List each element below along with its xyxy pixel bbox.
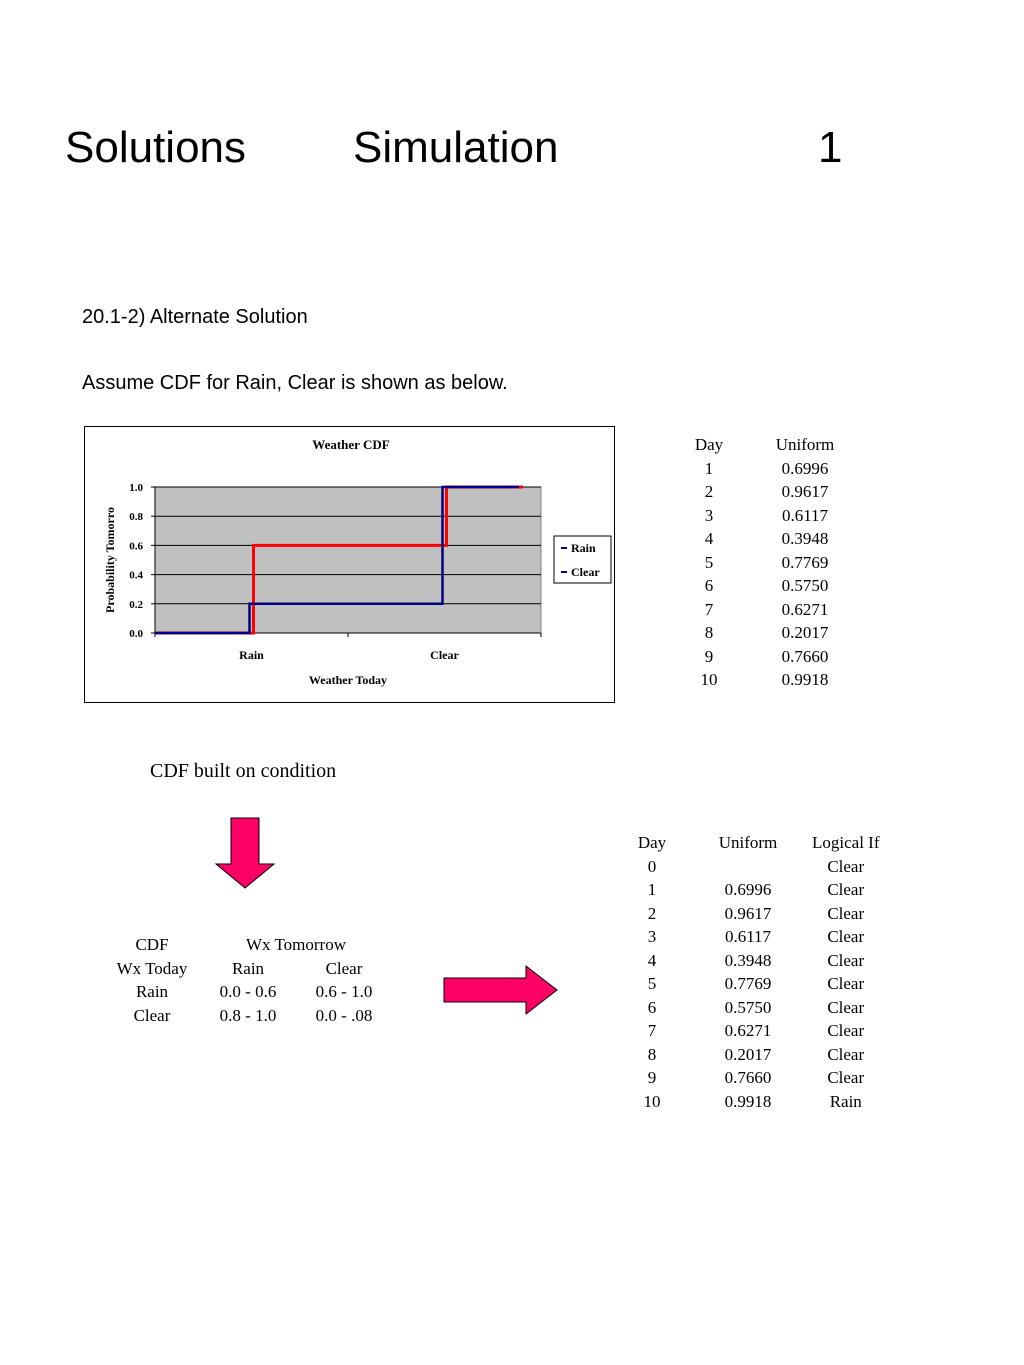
table-cell: 0.6996 — [724, 880, 772, 899]
table-cell: 6 — [647, 997, 657, 1017]
table-row — [104, 1004, 392, 1028]
weather-cdf-chart — [84, 426, 615, 703]
table-cell: 0.3948 — [781, 529, 829, 548]
table-cell: 7 — [704, 599, 714, 619]
legend-label: Rain — [571, 541, 596, 555]
table-cell: 0.7769 — [724, 974, 772, 993]
cdf-col-header: Rain — [231, 958, 265, 978]
table-cell: 8 — [647, 1044, 657, 1064]
table-row — [682, 504, 874, 528]
table-cell — [684, 855, 812, 879]
y-tick-label: 0.6 — [129, 540, 143, 553]
table-cell: 0.9617 — [781, 482, 829, 501]
legend-label: Clear — [571, 565, 600, 579]
table-cell: Clear — [827, 856, 865, 876]
table-cell: 0.3948 — [724, 950, 772, 970]
column-header: Logical If — [812, 833, 880, 852]
header-simulation: Simulation — [353, 123, 559, 172]
table-row — [620, 902, 880, 926]
table-cell: Clear — [827, 880, 865, 899]
table-row — [682, 480, 874, 504]
table-row — [682, 527, 874, 551]
table-cell: 0.6271 — [781, 599, 829, 619]
table-row — [620, 1019, 880, 1043]
column-header: Uniform — [718, 833, 778, 852]
y-axis-label: Probability Tomorro — [103, 507, 117, 613]
problem-label: 20.1-2) Alternate Solution — [82, 306, 308, 328]
table-row — [620, 949, 880, 973]
table-header-row — [620, 831, 880, 855]
table-cell: 7 — [647, 1021, 657, 1040]
chart-svg — [85, 427, 614, 702]
table-cell: 2 — [647, 903, 657, 923]
table-cell: 0.7660 — [724, 1068, 772, 1087]
table-cell: 0.6 - 1.0 — [315, 982, 373, 1001]
table-cell: 0.5750 — [781, 576, 829, 595]
x-axis-label: Weather Today — [308, 673, 388, 687]
column-header: Uniform — [775, 435, 835, 454]
table-row — [620, 972, 880, 996]
table-row — [682, 551, 874, 575]
table-row — [620, 1066, 880, 1090]
table-row — [682, 668, 874, 692]
table-cell: 0.9918 — [724, 1091, 772, 1111]
table-row — [620, 1043, 880, 1067]
table-row — [620, 996, 880, 1020]
table-cell: 10 — [700, 670, 718, 689]
y-tick-label: 0.0 — [129, 628, 143, 640]
table-cell: 2 — [704, 482, 714, 501]
chart-title: Weather CDF — [312, 437, 390, 452]
table-cell: 3 — [647, 927, 657, 946]
table-cell: 6 — [704, 576, 714, 595]
table-cell: Clear — [133, 1005, 171, 1025]
table-cell: 4 — [647, 950, 657, 970]
table-cell: Rain — [135, 982, 169, 1001]
table-cell: 0.7769 — [781, 552, 829, 572]
cdf-col-header: Clear — [325, 958, 363, 978]
table-cell: 0.2017 — [724, 1044, 772, 1064]
table-row — [682, 598, 874, 622]
header-page-number: 1 — [818, 123, 843, 172]
table-row — [104, 980, 392, 1004]
table-cell: 9 — [704, 646, 714, 666]
table-cell: Clear — [827, 950, 865, 970]
result-table — [620, 831, 880, 1113]
table-row — [682, 574, 874, 598]
table-cell: Clear — [827, 974, 865, 993]
cdf-conditional-table — [104, 933, 392, 1027]
table-row — [620, 925, 880, 949]
table-cell: Clear — [827, 1044, 865, 1064]
table-cell: 9 — [647, 1068, 657, 1087]
table-cell: 10 — [643, 1091, 661, 1111]
uniform-table — [682, 433, 874, 692]
column-header: Day — [694, 435, 724, 454]
table-cell: 0.5750 — [724, 997, 772, 1017]
table-row — [682, 645, 874, 669]
cdf-corner: CDF — [135, 935, 169, 954]
table-row — [104, 957, 392, 981]
table-row — [620, 855, 880, 879]
table-row — [104, 933, 392, 957]
table-row — [620, 878, 880, 902]
x-tick-label: Rain — [239, 648, 264, 662]
table-row — [682, 457, 874, 481]
table-cell: 3 — [704, 505, 714, 525]
table-cell: Clear — [827, 927, 865, 946]
table-cell: 0.9617 — [724, 903, 772, 923]
plot-area — [155, 487, 541, 633]
table-cell: 4 — [704, 529, 714, 548]
down-arrow-icon — [212, 816, 278, 890]
table-cell: Clear — [827, 903, 865, 923]
table-cell: 0 — [647, 856, 657, 876]
column-header: Day — [637, 833, 667, 852]
y-tick-label: 1.0 — [129, 482, 143, 494]
table-cell: 0.9918 — [781, 670, 829, 689]
table-cell: 0.2017 — [781, 623, 829, 642]
table-cell: 0.0 - .08 — [315, 1005, 373, 1025]
table-cell: Clear — [827, 1068, 865, 1087]
table-cell: 0.0 - 0.6 — [219, 982, 277, 1001]
y-tick-label: 0.4 — [129, 569, 143, 582]
cdf-group-header: Wx Tomorrow — [245, 935, 346, 954]
table-cell: Clear — [827, 997, 865, 1017]
table-cell: 1 — [704, 458, 714, 478]
cdf-caption: CDF built on condition — [150, 760, 337, 782]
y-tick-label: 0.8 — [129, 511, 143, 524]
x-tick-label: Clear — [430, 648, 459, 662]
table-cell: 1 — [647, 880, 657, 899]
table-cell: 0.7660 — [781, 646, 829, 666]
table-cell: 0.6996 — [781, 458, 829, 478]
table-row — [620, 1090, 880, 1114]
y-tick-label: 0.2 — [129, 598, 143, 611]
table-cell: 0.6117 — [781, 505, 829, 525]
table-cell: Rain — [829, 1091, 862, 1111]
problem-assumption: Assume CDF for Rain, Clear is shown as below. — [82, 372, 508, 394]
cdf-row-header: Wx Today — [116, 958, 188, 978]
header-solutions: Solutions — [65, 123, 247, 172]
right-arrow-icon — [442, 964, 560, 1016]
table-cell: 0.6117 — [724, 927, 772, 946]
table-cell: 5 — [704, 552, 714, 572]
table-cell: 0.8 - 1.0 — [219, 1005, 277, 1025]
table-cell: 5 — [647, 974, 657, 993]
table-cell: 8 — [704, 623, 714, 642]
table-cell: Clear — [827, 1021, 865, 1040]
table-header-row — [682, 433, 874, 457]
table-cell: 0.6271 — [724, 1021, 772, 1040]
table-row — [682, 621, 874, 645]
